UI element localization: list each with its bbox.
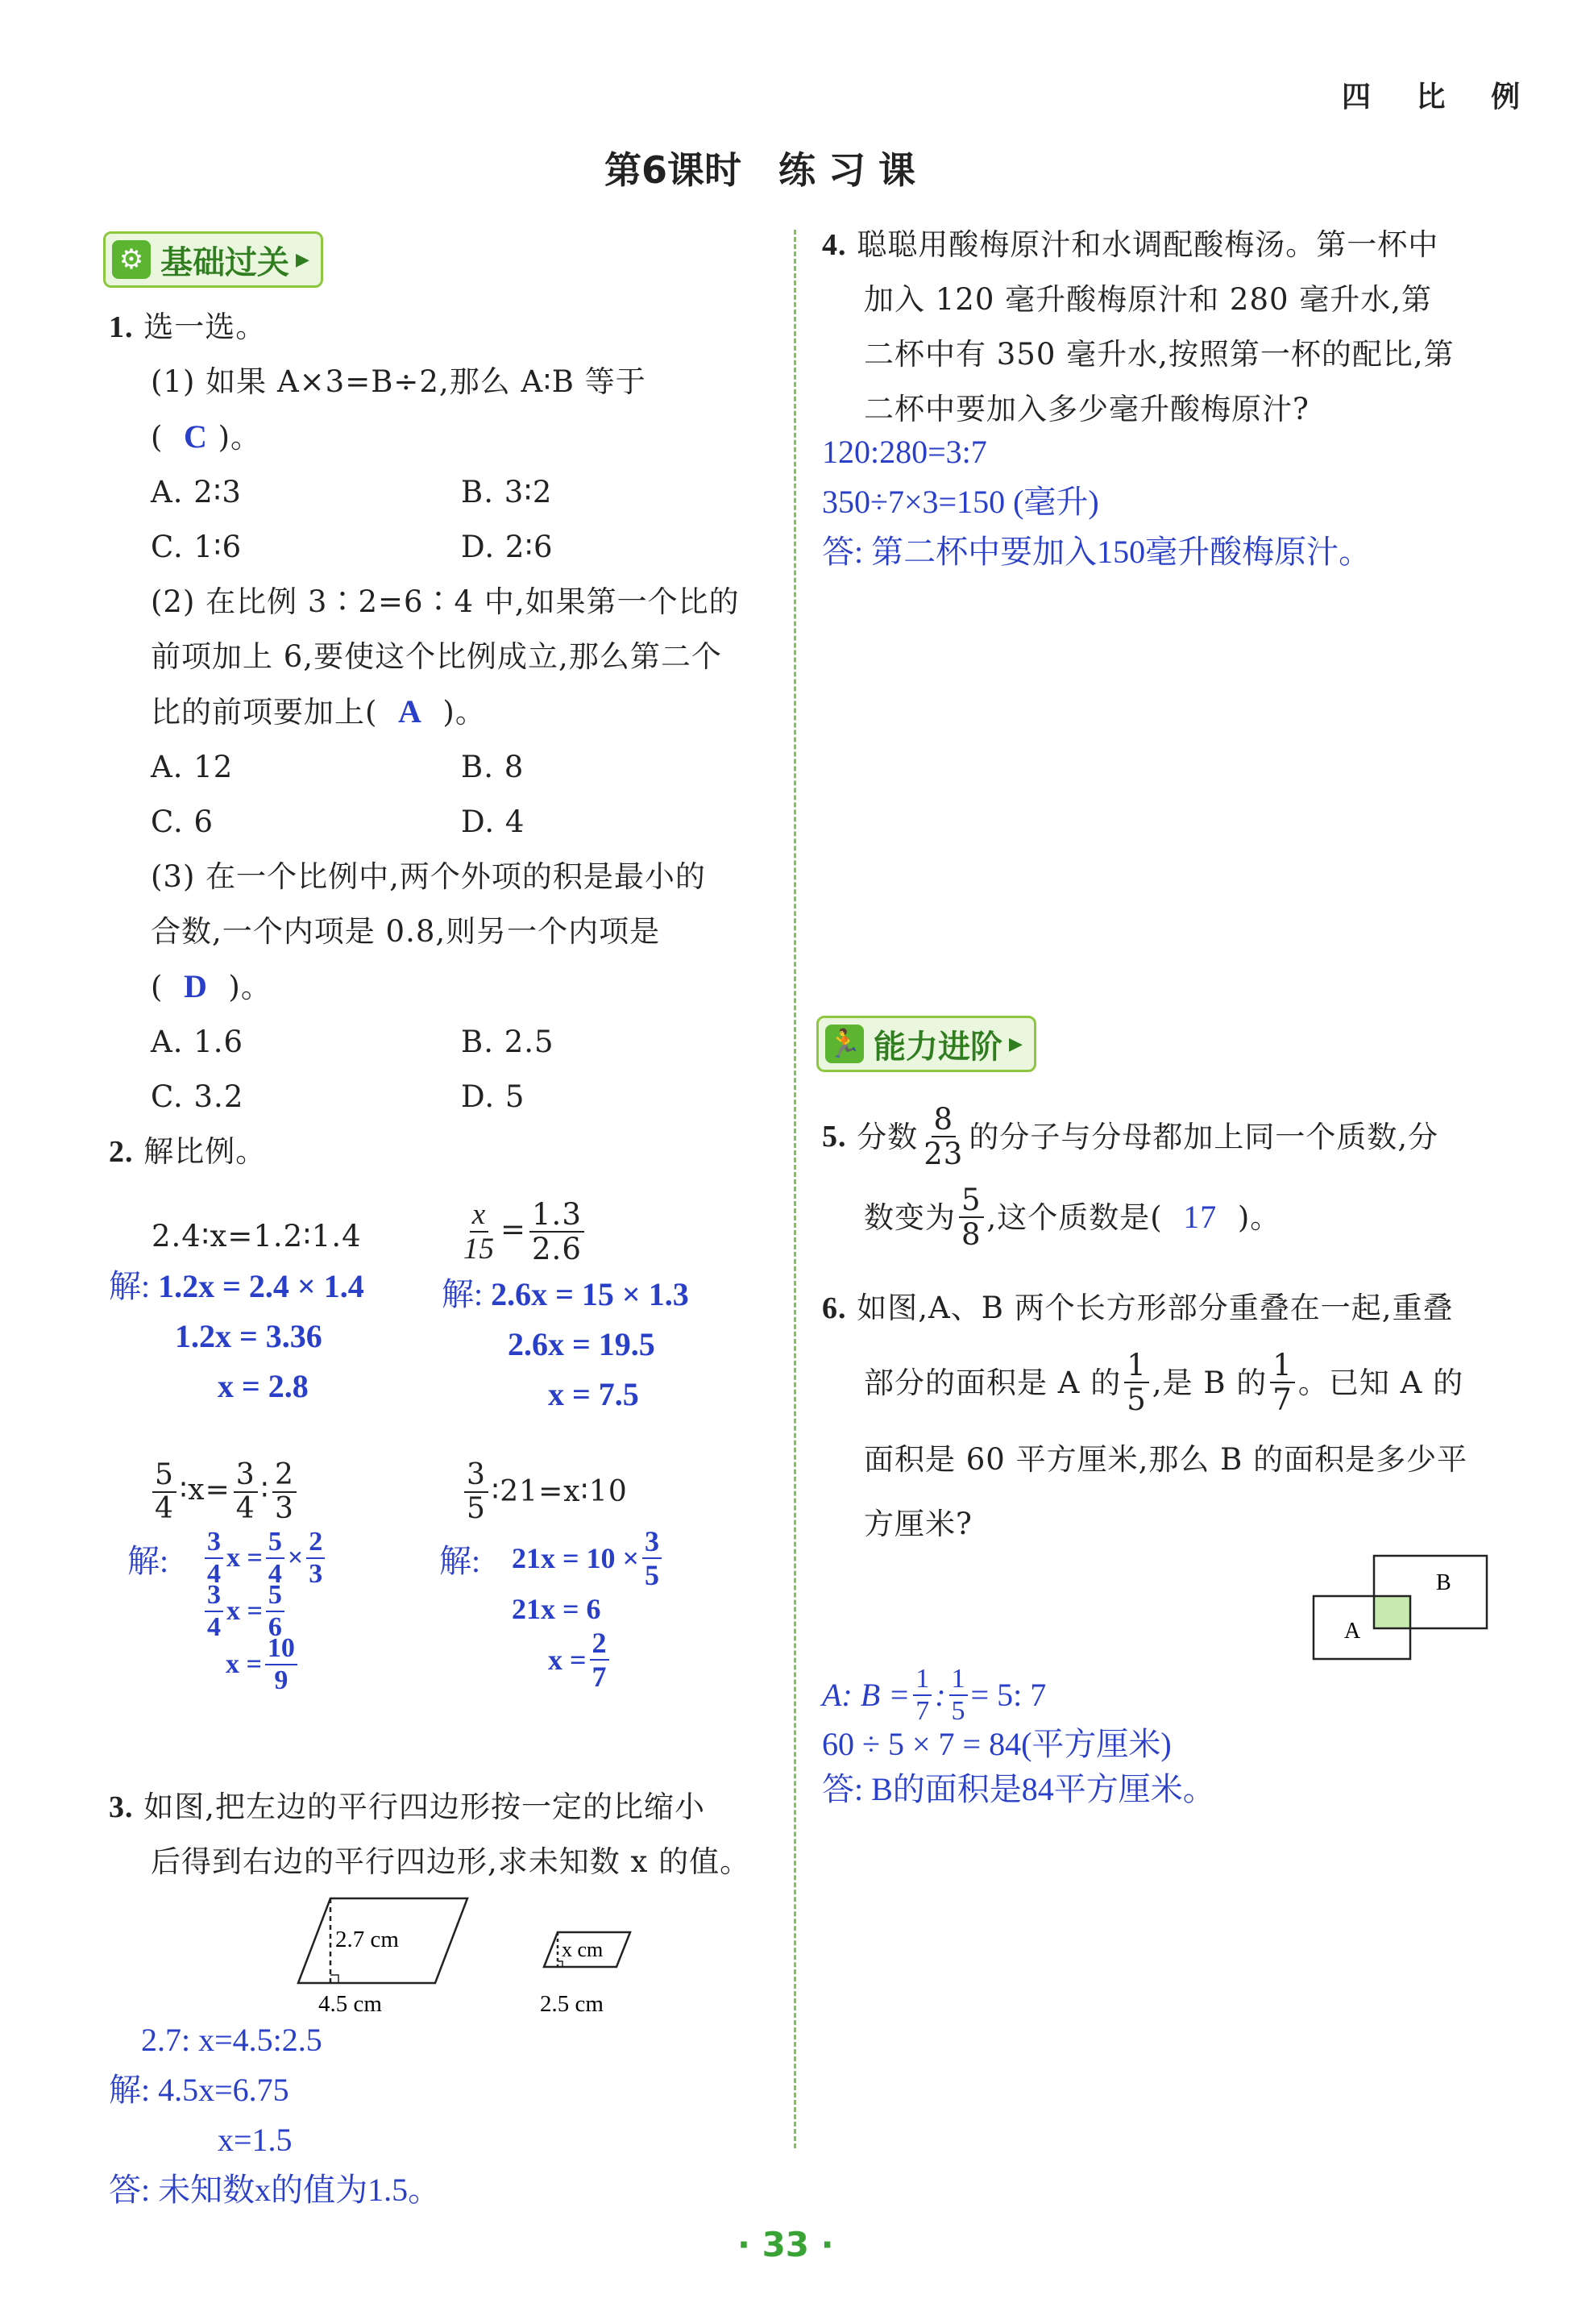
- q1-sub3-paren-open: (: [151, 970, 164, 1004]
- q1-sub3-opt-c: C. 3.2: [151, 1079, 244, 1114]
- q2-p2-rhs-n: 1.3: [529, 1199, 584, 1233]
- q2-p4-jie: 解:: [439, 1543, 481, 1579]
- q4-line4: 二杯中要加入多少毫升酸梅原汁?: [864, 392, 1310, 426]
- q6-t2: ,是 B 的: [1152, 1365, 1268, 1400]
- q3-a4: 答: 未知数x的值为1.5。: [109, 2172, 441, 2208]
- q1-sub3-line1: (3) 在一个比例中,两个外项的积是最小的: [151, 859, 706, 894]
- q1-sub2-close: )。: [442, 695, 486, 730]
- q5-t1: 分数: [857, 1119, 919, 1154]
- q1-sub1-opt-d: D. 2∶6: [461, 530, 554, 564]
- q3-figure: [282, 1890, 701, 2035]
- q2-p3-a-d: 4: [155, 1492, 174, 1525]
- q6-text: [822, 1274, 1531, 1552]
- rect-overlap: [1374, 1596, 1410, 1628]
- q1-sub3-line2: 合数,一个内项是 0.8,则另一个内项是: [151, 914, 661, 949]
- q2-p3-colon: ∶: [260, 1474, 270, 1507]
- q4-line1: 聪聪用酸梅原汁和水调配酸梅汤。第一杯中: [857, 227, 1439, 262]
- q2-p3-s1-a-n: 3: [205, 1528, 223, 1559]
- q1-number: 1.: [109, 310, 134, 344]
- runner-icon: 🏃: [825, 1025, 864, 1063]
- q2-p3-s2-b-d: 6: [268, 1612, 282, 1642]
- q1-sub2-opt-a: A. 12: [151, 750, 234, 784]
- q1-sub1-opt-c: C. 1∶6: [151, 530, 243, 564]
- q1-sub1-paren-close: )。: [218, 420, 262, 455]
- q2-p2-lhs-d: 15: [463, 1233, 495, 1266]
- q2-p1-solution: [109, 1262, 364, 1411]
- q3-text: [109, 1780, 778, 1890]
- q2-p3-solution: [201, 1527, 328, 1695]
- q1-sub2-line2: 前项加上 6,要使这个比例成立,那么第二个: [151, 639, 722, 674]
- rect-a-label: A: [1344, 1619, 1361, 1644]
- q5-text: [822, 1100, 1531, 1262]
- q5-number: 5.: [822, 1120, 847, 1154]
- small-base-label: 2.5 cm: [540, 1991, 604, 2017]
- q2-p3-problem: [149, 1458, 300, 1525]
- q1-sub2-answer: A: [397, 693, 422, 730]
- q5-f2-d: 8: [961, 1217, 982, 1252]
- q2-p4-s1-d: 5: [645, 1559, 660, 1591]
- q1-sub2-opt-c: C. 6: [151, 804, 214, 839]
- column-divider: [794, 230, 796, 2148]
- q6-f2-d: 7: [1272, 1382, 1293, 1417]
- q2-p4-s2: 21x = 6: [512, 1593, 601, 1625]
- q2-p3-s1-c-n: 2: [306, 1528, 325, 1559]
- q4-a3: 答: 第二杯中要加入150毫升酸梅原汁。: [822, 534, 1372, 570]
- q2-p2-problem: $\frac{x}{15}$ = $\frac{1.3}{2.6}$: [458, 1199, 587, 1264]
- q2-p3-c-d: 3: [275, 1492, 294, 1525]
- q2-p4-s3-d: 7: [591, 1661, 607, 1693]
- q1-sub1-a: (1) 如果: [151, 364, 268, 399]
- q2-p4-s1-n: 3: [642, 1527, 662, 1559]
- q6-a1-n2: 1: [949, 1665, 968, 1696]
- q1-stem: 选一选。: [143, 310, 267, 344]
- q4-a2: 350÷7×3=150 (毫升): [822, 484, 1099, 520]
- q6-figure: [1305, 1548, 1507, 1669]
- q2-p3-s1-x: x =: [226, 1543, 263, 1573]
- q2-p4-s1: 21x = 10 ×: [512, 1542, 640, 1574]
- q6-f1-n: 1: [1124, 1350, 1149, 1383]
- q2-p2-s3: x = 7.5: [548, 1376, 639, 1412]
- section-label: 四 比 例: [1342, 81, 1538, 114]
- q5-f1-n: 8: [932, 1104, 957, 1137]
- q1-sub1-paren-open: (: [151, 420, 164, 455]
- triangle-icon: ▶: [1009, 1033, 1023, 1054]
- q6-a1-post: = 5: 7: [970, 1677, 1047, 1713]
- q6-line1: 如图,A、B 两个长方形部分重叠在一起,重叠: [857, 1291, 1454, 1325]
- big-right-angle: [330, 1975, 338, 1983]
- page-title: 第6课时 练 习 课: [604, 148, 916, 192]
- q1-sub2-opt-b: B. 8: [461, 750, 525, 784]
- q2-p1-s3: x = 2.8: [218, 1368, 309, 1404]
- q2-p3-b-d: 4: [235, 1492, 255, 1525]
- q2-p4-a-d: 5: [467, 1492, 486, 1525]
- q2-p3-c-n: 2: [272, 1461, 297, 1493]
- gear-icon: ⚙: [112, 240, 151, 279]
- q2-p2-lhs-n: x: [470, 1199, 488, 1233]
- q4-a1: 120:280=3:7: [822, 434, 987, 470]
- q2-p3-s2-b-n: 5: [266, 1582, 284, 1612]
- big-base-label: 4.5 cm: [318, 1991, 382, 2017]
- q1-sub3-opt-a: A. 1.6: [151, 1025, 244, 1059]
- q2-p3-s2-a-n: 3: [205, 1582, 223, 1612]
- q1-sub3-opt-d: D. 5: [461, 1079, 525, 1114]
- q6-a3: 答: B的面积是84平方厘米。: [822, 1771, 1215, 1807]
- q2-stem: 解比例。: [143, 1134, 267, 1169]
- q2-p4-a-n: 3: [464, 1461, 488, 1493]
- q6-a1-n1: 1: [913, 1665, 932, 1696]
- badge-basic-label: 基础过关: [160, 243, 289, 281]
- q6-a1-d1: 7: [915, 1696, 930, 1726]
- q2-p1-problem: 2.4∶x=1.2∶1.4: [152, 1219, 362, 1253]
- q6-a1-colon: :: [935, 1677, 946, 1713]
- q1-sub2-opt-d: D. 4: [461, 804, 525, 839]
- q1-sub1-opt-a: A. 2∶3: [151, 475, 242, 509]
- q5-f1-d: 23: [924, 1137, 964, 1171]
- q2-p2-solution: [442, 1270, 689, 1420]
- q6-line4: 方厘米?: [864, 1506, 973, 1541]
- q2-p4-solution: [512, 1525, 665, 1693]
- q3-answer: [109, 2015, 440, 2215]
- q6-a1-pre: A: B =: [822, 1677, 911, 1713]
- q2-p3-s1-times: ×: [287, 1543, 304, 1573]
- q2-p3-s3-x: x =: [226, 1649, 262, 1679]
- q2-p1-jie: 解:: [109, 1268, 151, 1304]
- q2-p3-s3-n: 10: [265, 1635, 297, 1665]
- q2-p3-s2-x: x =: [226, 1596, 263, 1626]
- q3-a3: x=1.5: [218, 2122, 293, 2158]
- q1: [109, 300, 778, 1179]
- q4-number: 4.: [822, 228, 847, 262]
- q2-p3-b-n: 3: [234, 1461, 258, 1493]
- q2-p3-s1-a-d: 4: [207, 1559, 221, 1589]
- q2-p2-s1: 2.6x = 15 × 1.3: [491, 1276, 689, 1312]
- q2-p4-s3-n: 2: [590, 1628, 609, 1661]
- q6-line3: 面积是 60 平方厘米,那么 B 的面积是多少平: [864, 1441, 1468, 1477]
- badge-advanced: [816, 1016, 1036, 1072]
- q2-p2-s2: 2.6x = 19.5: [508, 1326, 655, 1362]
- q1-sub2-line3: 比的前项要加上(: [151, 695, 378, 730]
- q1-sub2-line1: (2) 在比例 3∶2=6∶4 中,如果第一个比的: [151, 584, 740, 619]
- small-height-label: x cm: [562, 1938, 604, 1961]
- q6-t3: 。已知 A 的: [1297, 1365, 1464, 1400]
- q5-answer: 17: [1183, 1199, 1218, 1235]
- rect-b-label: B: [1436, 1570, 1451, 1595]
- q1-sub3-opt-b: B. 2.5: [461, 1025, 554, 1059]
- q4-line2: 加入 120 毫升酸梅原汁和 280 毫升水,第: [864, 282, 1433, 317]
- q1-sub3-answer: D: [183, 968, 208, 1004]
- q2-p3-s3-d: 9: [274, 1665, 288, 1695]
- q6-t1: 部分的面积是 A 的: [864, 1365, 1122, 1400]
- q6-f1-d: 5: [1127, 1382, 1147, 1417]
- q4-line3: 二杯中有 350 毫升水,按照第一杯的配比,第: [864, 337, 1455, 372]
- q6-number: 6.: [822, 1291, 847, 1325]
- q2-p4-s3: x =: [548, 1644, 587, 1676]
- q6-a2: 60 ÷ 5 × 7 = 84(平方厘米): [822, 1726, 1172, 1762]
- badge-basic: [103, 231, 323, 288]
- big-height-label: 2.7 cm: [335, 1927, 399, 1952]
- q2-p3-s2-a-d: 4: [207, 1612, 221, 1642]
- q1-sub1-answer: C: [183, 418, 208, 455]
- q3-a1: 2.7: x=4.5:2.5: [141, 2022, 322, 2058]
- q1-sub1-opt-b: B. 3∶2: [461, 475, 553, 509]
- q3-line1: 如图,把左边的平行四边形按一定的比缩小: [143, 1790, 706, 1824]
- q2-number: 2.: [109, 1135, 134, 1169]
- q5-t3: 数变为: [864, 1199, 956, 1235]
- q2-p2-jie: 解:: [442, 1276, 484, 1312]
- q3-number: 3.: [109, 1790, 134, 1824]
- q2-p3-a-n: 5: [152, 1461, 176, 1493]
- page-number: · 33 ·: [737, 2225, 834, 2264]
- q5-f2-n: 5: [959, 1185, 984, 1218]
- q4-answer: [822, 427, 1371, 577]
- q4-text: [822, 218, 1515, 437]
- q2-p2-rhs-d: 2.6: [532, 1232, 582, 1266]
- q2-p3-s1-b-d: 4: [268, 1559, 282, 1589]
- q2-p4-problem: [461, 1458, 628, 1525]
- q6-a1-d2: 5: [951, 1696, 965, 1726]
- badge-advanced-label: 能力进阶: [874, 1028, 1002, 1066]
- q5-t4: ,这个质数是(: [986, 1199, 1163, 1235]
- q6-f2-n: 1: [1270, 1350, 1295, 1383]
- q2-p3-s1-b-n: 5: [266, 1528, 284, 1559]
- triangle-icon: ▶: [296, 249, 309, 270]
- q6-answer: [822, 1664, 1215, 1812]
- q3-a2: 解: 4.5x=6.75: [109, 2072, 289, 2108]
- q2-p3-s1-c-d: 3: [309, 1559, 323, 1589]
- q5-t2: 的分子与分母都加上同一个质数,分: [969, 1119, 1439, 1154]
- q2-p3-jie: 解:: [127, 1543, 169, 1579]
- q2-p3-mid: ∶x=: [179, 1474, 230, 1507]
- q1-sub3-paren-close: )。: [228, 970, 272, 1004]
- q5-t5: )。: [1237, 1199, 1281, 1235]
- q2-p4-rest: ∶21=x∶10: [491, 1475, 628, 1508]
- q1-sub1-b: A×3=B÷2,那么 A∶B 等于: [276, 364, 646, 399]
- q3-line2: 后得到右边的平行四边形,求未知数 x 的值。: [151, 1844, 751, 1879]
- q2-p1-s2: 1.2x = 3.36: [175, 1318, 322, 1354]
- q2-p1-s1: 1.2x = 2.4 × 1.4: [158, 1268, 364, 1304]
